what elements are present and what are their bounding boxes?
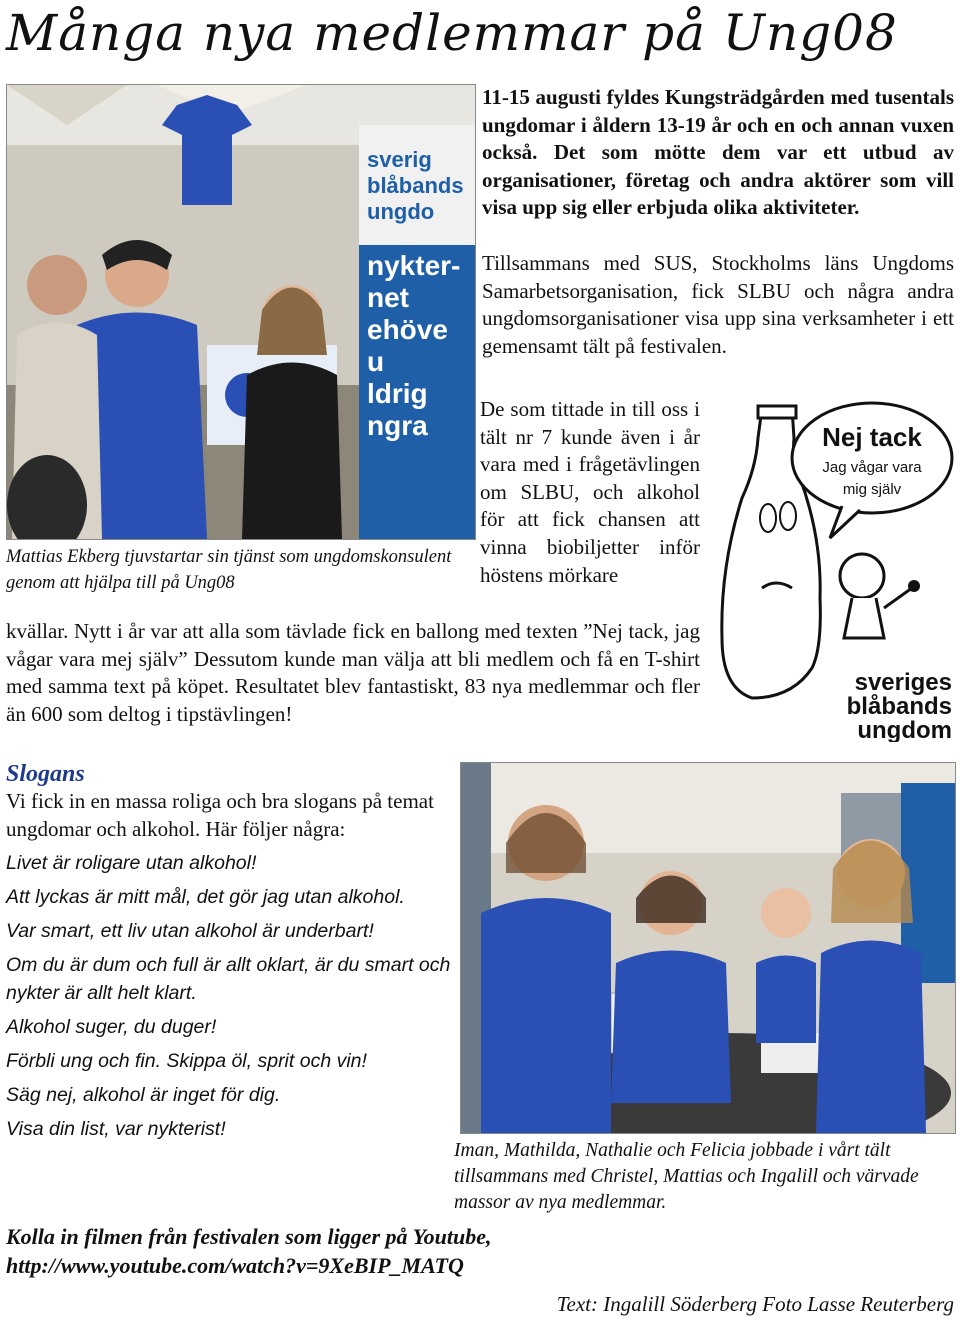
slogan-item: Alkohol suger, du duger! xyxy=(6,1016,217,1039)
logo-line-1: sveriges xyxy=(854,669,952,696)
credits: Text: Ingalill Söderberg Foto Lasse Reuterberg xyxy=(556,1292,954,1316)
slogans-heading: Slogans xyxy=(6,761,85,787)
banner-text-5: net xyxy=(367,282,409,313)
caption-volunteers: Iman, Mathilda, Nathalie och Felicia jobbade i vårt tält tillsammans med Christel, Mattias och Ingalill och värvade massor av nya medlemmar. xyxy=(454,1140,919,1213)
slogan-item: Livet är roligare utan alkohol! xyxy=(6,852,257,875)
quiz-paragraph-part1: De som tittade in till oss i tält nr 7 kunde även i år vara med i frågetävlingen om SLBU, och alkohol för att fick chansen att vinna biobiljetter inför höstens mörkare xyxy=(480,397,700,587)
film-link[interactable]: Kolla in filmen från festivalen som ligger på Youtube, http://www.youtube.com/watch?v=9XeBIP_MATQ xyxy=(6,1224,492,1278)
banner-text-7: u xyxy=(367,346,385,377)
logo-line-2: blåbands xyxy=(846,693,952,720)
banner-text-9: ngra xyxy=(367,410,428,441)
intro-paragraph: 11-15 augusti fyldes Kungsträdgården med tusentals ungdomar i åldern 13-19 år och en och annan vuxen också. Det som mötte dem var ett utbud av organisationer, företag och andra aktörer som vill visa upp sig eller erbjuda olika aktiviteter. xyxy=(482,85,954,220)
banner-text-8: ldrig xyxy=(367,378,428,409)
slogan-item: Visa din list, var nykterist! xyxy=(6,1118,226,1141)
cartoon-nej-tack xyxy=(712,398,958,742)
speech-line-3: mig själv xyxy=(842,481,902,498)
slogan-item: Förbli ung och fin. Skippa öl, sprit och vin! xyxy=(6,1050,367,1073)
article-title: Många nya medlemmar på Ung08 xyxy=(6,4,898,62)
slogan-item: Om du är dum och full är allt oklart, är du smart och nykter är allt helt klart. xyxy=(6,954,451,1005)
banner-text-1: sverig xyxy=(367,147,432,172)
caption-mattias: Mattias Ekberg tjuvstartar sin tjänst som ungdomskonsulent genom att hjälpa till på Ung08 xyxy=(6,547,452,593)
slogan-item: Var smart, ett liv utan alkohol är underbart! xyxy=(6,920,374,943)
photo-volunteers xyxy=(460,762,956,1134)
slogans-list xyxy=(6,849,454,1143)
sus-paragraph: Tillsammans med SUS, Stockholms läns Ungdoms Samarbetsorganisation, fick SLBU och några andra ungdomsorganisationer visa upp sina verksamheter i ett gemensamt tält på festivalen. xyxy=(482,251,954,358)
slogans-intro: Vi fick in en massa roliga och bra slogans på temat ungdomar och alkohol. Här följer några: xyxy=(6,789,434,841)
quiz-paragraph-part2: kvällar. Nytt i år var att alla som tävlade fick en ballong med texten ”Nej tack, jag vågar vara mej själv” Dessutom kunde man välja att bli medlem och få en T-shirt med samma text på köpet. Resultatet blev fantastiskt, 83 nya medlemmar och fler än 600 som deltog i tipstävlingen! xyxy=(6,619,700,726)
banner-text-4: nykter- xyxy=(367,250,461,281)
logo-line-3: ungdom xyxy=(857,717,952,742)
speech-line-2: Jag vågar vara xyxy=(822,459,922,476)
banner-text-3: ungdo xyxy=(367,199,435,224)
slogan-item: Att lyckas är mitt mål, det gör jag utan alkohol. xyxy=(6,886,405,909)
slogans-section xyxy=(6,760,454,1149)
photo-mattias xyxy=(6,84,476,540)
slogan-item: Säg nej, alkohol är inget för dig. xyxy=(6,1084,281,1107)
banner-text-2: blåbands xyxy=(367,173,464,198)
banner-text-6: ehöve xyxy=(367,314,448,345)
speech-line-1: Nej tack xyxy=(822,422,922,452)
